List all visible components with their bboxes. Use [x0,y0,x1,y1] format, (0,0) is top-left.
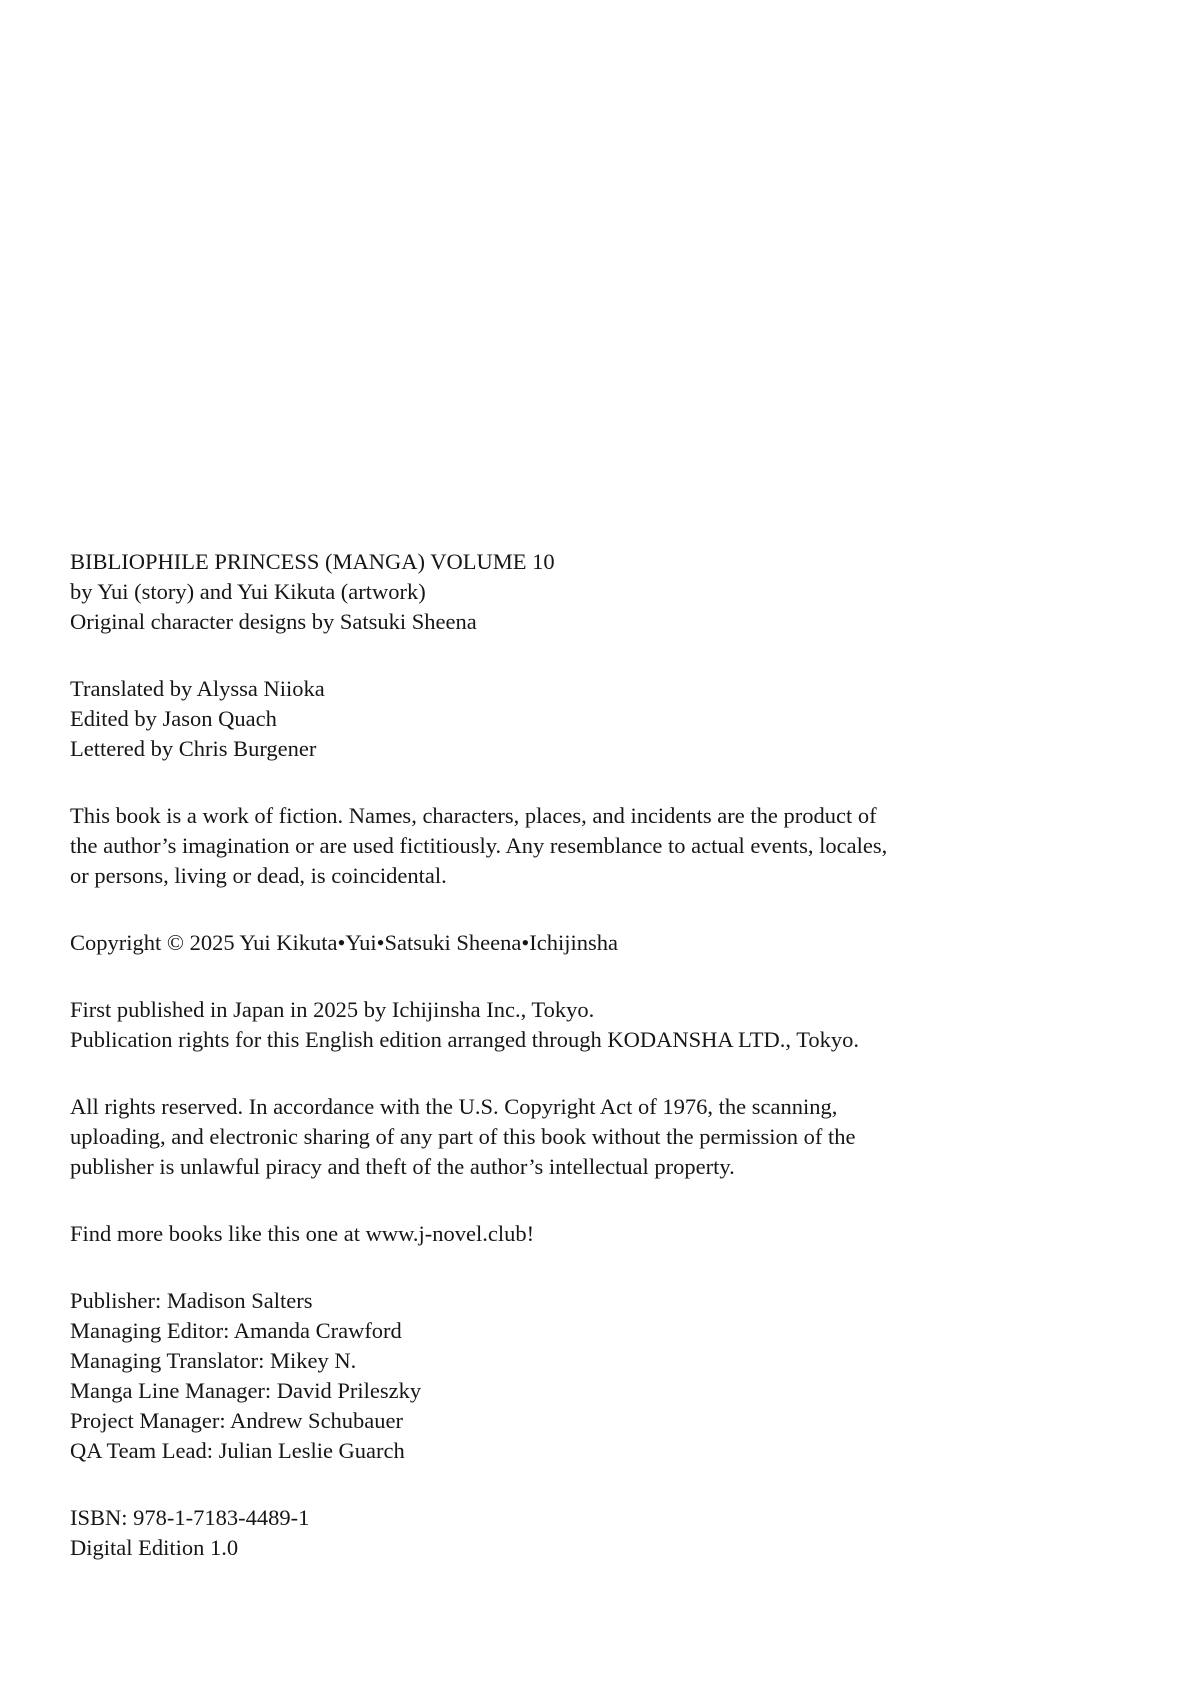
title-block [70,547,1120,637]
rights-notice [70,1092,1120,1182]
fiction-disclaimer [70,801,1120,891]
character-designs-credit: Original character designs by Satsuki Sheena [70,609,477,634]
publication-line: First published in Japan in 2025 by Ichijinsha Inc., Tokyo. [70,997,595,1022]
staff-publisher: Publisher: Madison Salters [70,1288,313,1313]
letterer-credit: Lettered by Chris Burgener [70,736,317,761]
promo-text: Find more books like this one at www.j-novel.club! [70,1221,535,1246]
staff-managing-translator: Managing Translator: Mikey N. [70,1348,357,1373]
rights-notice-line: uploading, and electronic sharing of any part of this book without the permission of the [70,1124,856,1149]
fiction-disclaimer-line: This book is a work of fiction. Names, characters, places, and incidents are the product of [70,803,877,828]
edition-line: Digital Edition 1.0 [70,1535,239,1560]
editor-credit: Edited by Jason Quach [70,706,277,731]
fiction-disclaimer-line: or persons, living or dead, is coincidental. [70,863,447,888]
staff-list [70,1286,1120,1466]
book-title: BIBLIOPHILE PRINCESS (MANGA) VOLUME 10 [70,549,555,574]
staff-managing-editor: Managing Editor: Amanda Crawford [70,1318,402,1343]
rights-notice-line: publisher is unlawful piracy and theft of the author’s intellectual property. [70,1154,735,1179]
staff-project-manager: Project Manager: Andrew Schubauer [70,1408,404,1433]
promo-line [70,1219,1120,1249]
publication-line: Publication rights for this English edition arranged through KODANSHA LTD., Tokyo. [70,1027,859,1052]
isbn-line: ISBN: 978-1-7183-4489-1 [70,1505,310,1530]
rights-notice-line: All rights reserved. In accordance with the U.S. Copyright Act of 1976, the scanning, [70,1094,838,1119]
staff-manga-line-manager: Manga Line Manager: David Prileszky [70,1378,422,1403]
copyright-text: Copyright © 2025 Yui Kikuta•Yui•Satsuki Sheena•Ichijinsha [70,930,618,955]
byline: by Yui (story) and Yui Kikuta (artwork) [70,579,426,604]
localization-credits [70,674,1120,764]
edition-block [70,1503,1120,1563]
fiction-disclaimer-line: the author’s imagination or are used fictitiously. Any resemblance to actual events, locales, [70,833,888,858]
copyright-line [70,928,1120,958]
translator-credit: Translated by Alyssa Niioka [70,676,325,701]
publication-info [70,995,1120,1055]
staff-qa-team-lead: QA Team Lead: Julian Leslie Guarch [70,1438,405,1463]
